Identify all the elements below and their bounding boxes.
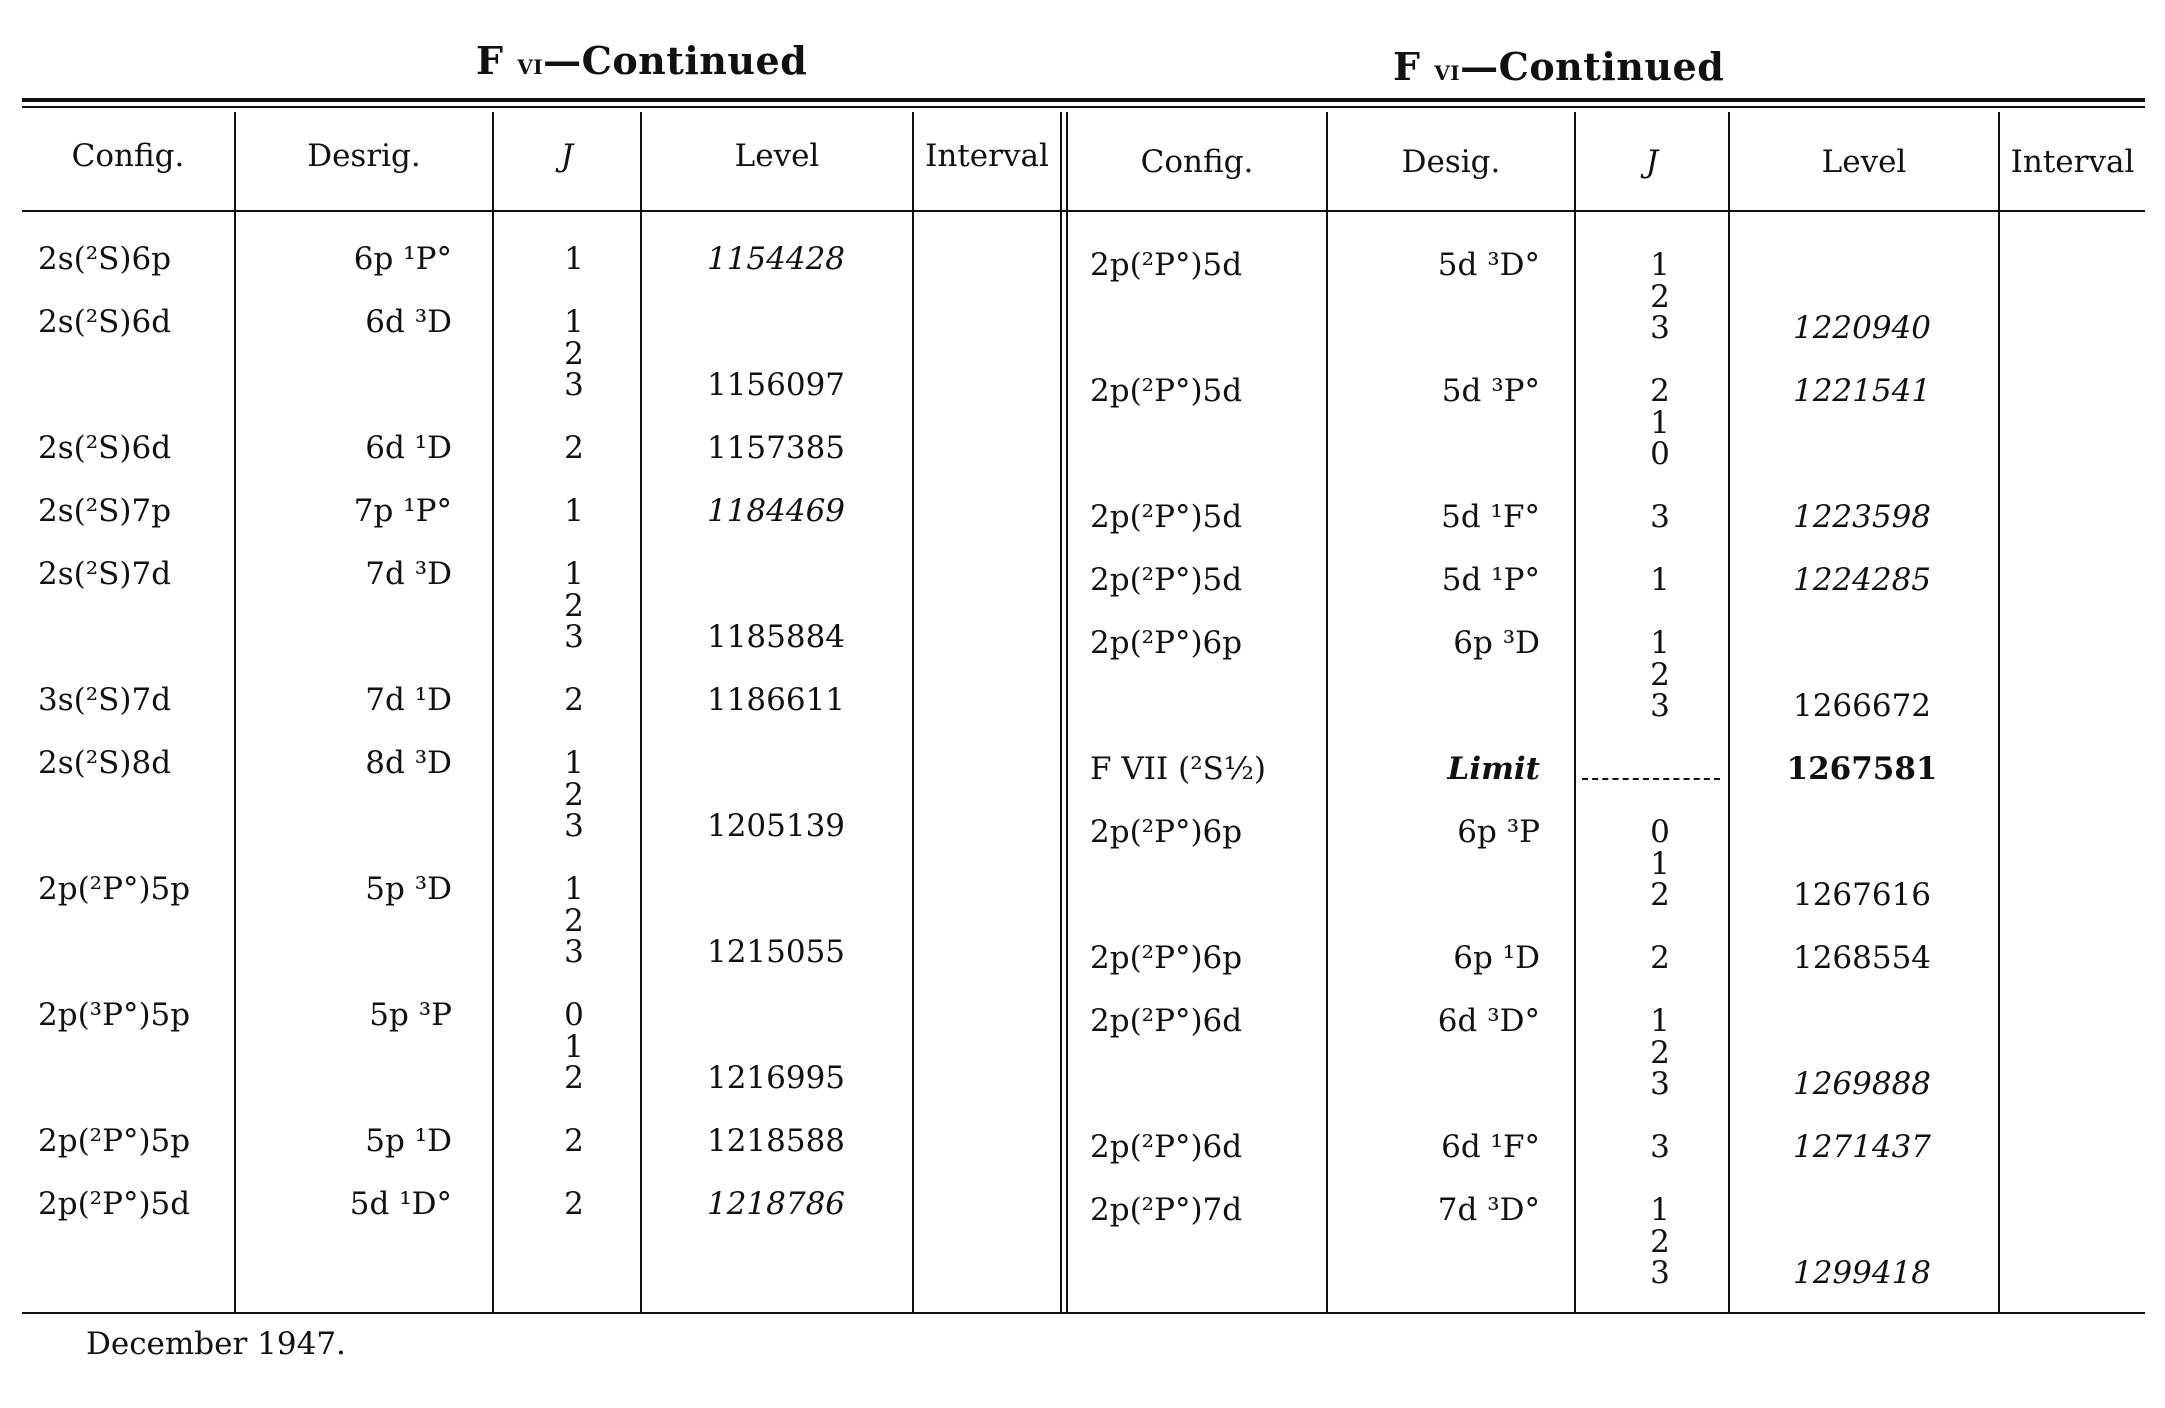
designation-cell: 6d ³D°	[1437, 1003, 1540, 1039]
designation-cell: 5d ³P°	[1441, 373, 1540, 409]
header-rule	[22, 210, 2145, 212]
j-value: 2	[1650, 373, 1670, 409]
col-divider	[1574, 112, 1576, 1312]
j-value: 2	[1650, 656, 1670, 693]
j-value: 1	[564, 304, 584, 340]
level-value: 1186611	[706, 682, 846, 718]
top-rule-thick	[22, 98, 2145, 102]
header-config-left: Config.	[71, 138, 185, 174]
designation-cell: 5d ¹P°	[1441, 562, 1540, 598]
designation-cell: 6p ³P	[1457, 814, 1540, 850]
designation-cell: 6p ¹D	[1453, 940, 1540, 976]
j-value: 3	[564, 367, 584, 403]
level-value: 1224285	[1792, 562, 1932, 598]
j-value: 2	[564, 1060, 584, 1096]
config-cell: 2p(²P°)5d	[1090, 373, 1243, 409]
table-split-divider	[1060, 112, 1062, 1312]
j-value: 3	[564, 934, 584, 970]
level-value: 1220940	[1792, 310, 1932, 346]
level-value: 1156097	[706, 367, 846, 403]
j-value: 2	[564, 902, 584, 939]
level-value: 1267616	[1792, 877, 1932, 913]
designation-cell: 5p ¹D	[365, 1123, 452, 1159]
j-value: 1	[564, 1028, 584, 1065]
j-value: 1	[564, 556, 584, 592]
col-divider	[1728, 112, 1730, 1312]
designation-cell: 8d ³D	[365, 745, 452, 781]
j-value: 2	[564, 587, 584, 624]
designation-cell: 5p ³D	[365, 871, 452, 907]
col-divider	[912, 112, 914, 1312]
header-interval-right: Interval	[2010, 144, 2135, 180]
designation-cell: 5d ³D°	[1437, 247, 1540, 283]
j-value: 1	[1650, 625, 1670, 661]
col-divider	[1998, 112, 2000, 1312]
config-cell: 3s(²S)7d	[38, 682, 172, 718]
config-cell: 2p(²P°)5d	[1090, 499, 1243, 535]
j-value: 3	[1650, 1066, 1670, 1102]
j-value: 0	[1650, 436, 1670, 472]
config-cell: 2s(²S)8d	[38, 745, 172, 781]
bottom-rule	[22, 1312, 2145, 1314]
table-split-divider	[1066, 112, 1068, 1312]
designation-cell: 6d ¹D	[365, 430, 452, 466]
j-value: 1	[564, 745, 584, 781]
designation-cell: 5p ³P	[369, 997, 452, 1033]
limit-label: Limit	[1447, 751, 1540, 787]
j-value: 3	[1650, 688, 1670, 724]
limit-dashes	[1582, 778, 1720, 780]
config-cell: 2p(²P°)7d	[1090, 1192, 1243, 1228]
j-value: 1	[1650, 562, 1670, 598]
j-value: 2	[564, 776, 584, 813]
j-value: 3	[1650, 499, 1670, 535]
header-level-left: Level	[734, 138, 820, 174]
j-value: 1	[1650, 404, 1670, 441]
config-cell: 2p(³P°)5p	[38, 997, 191, 1033]
j-value: 1	[1650, 845, 1670, 882]
j-value: 2	[564, 1186, 584, 1222]
header-desig-right: Desig.	[1401, 144, 1501, 180]
level-value: 1271437	[1792, 1129, 1932, 1165]
j-value: 1	[1650, 247, 1670, 283]
col-divider	[1326, 112, 1328, 1312]
footer-date: December 1947.	[86, 1326, 346, 1362]
j-value: 1	[564, 241, 584, 277]
level-value: 1154428	[706, 241, 846, 277]
config-cell: 2p(²P°)6p	[1090, 814, 1243, 850]
designation-cell: 6d ³D	[365, 304, 452, 340]
level-value: 1218588	[706, 1123, 846, 1159]
j-value: 0	[1650, 814, 1670, 850]
j-value: 3	[564, 808, 584, 844]
config-cell: 2p(²P°)6p	[1090, 625, 1243, 661]
config-cell: 2s(²S)6d	[38, 430, 172, 466]
header-level-right: Level	[1821, 144, 1907, 180]
j-value: 2	[564, 335, 584, 372]
designation-cell: 7p ¹P°	[353, 493, 452, 529]
j-value: 1	[1650, 1003, 1670, 1039]
config-cell: 2p(²P°)5d	[1090, 562, 1243, 598]
level-value: 1299418	[1792, 1255, 1932, 1291]
level-value: 1157385	[706, 430, 846, 466]
header-j-left: J	[560, 138, 574, 174]
config-cell: F VII (²S½)	[1090, 751, 1266, 787]
header-j-right: J	[1645, 144, 1659, 180]
j-value: 2	[1650, 1223, 1670, 1260]
config-cell: 2s(²S)7d	[38, 556, 172, 592]
level-value: 1215055	[706, 934, 846, 970]
page-title-right: F vi—Continued	[1393, 44, 1725, 89]
level-value: 1268554	[1792, 940, 1932, 976]
config-cell: 2p(²P°)5p	[38, 1123, 191, 1159]
config-cell: 2p(²P°)5p	[38, 871, 191, 907]
j-value: 0	[564, 997, 584, 1033]
level-value: 1218786	[706, 1186, 846, 1222]
j-value: 3	[1650, 1255, 1670, 1291]
j-value: 2	[1650, 278, 1670, 315]
top-rule-thin	[22, 106, 2145, 108]
level-value: 1184469	[706, 493, 846, 529]
j-value: 2	[564, 1123, 584, 1159]
j-value: 2	[564, 682, 584, 718]
config-cell: 2s(²S)7p	[38, 493, 172, 529]
j-value: 2	[1650, 1034, 1670, 1071]
config-cell: 2s(²S)6d	[38, 304, 172, 340]
col-divider	[234, 112, 236, 1312]
j-value: 2	[564, 430, 584, 466]
designation-cell: 7d ³D	[365, 556, 452, 592]
level-value: 1223598	[1792, 499, 1932, 535]
j-value: 2	[1650, 940, 1670, 976]
level-value: 1185884	[706, 619, 846, 655]
designation-cell: 6p ¹P°	[353, 241, 452, 277]
config-cell: 2s(²S)6p	[38, 241, 172, 277]
config-cell: 2p(²P°)5d	[38, 1186, 191, 1222]
level-value: 1266672	[1792, 688, 1932, 724]
level-value: 1269888	[1792, 1066, 1932, 1102]
designation-cell: 5d ¹F°	[1441, 499, 1540, 535]
designation-cell: 7d ³D°	[1437, 1192, 1540, 1228]
designation-cell: 6d ¹F°	[1441, 1129, 1540, 1165]
j-value: 3	[1650, 1129, 1670, 1165]
col-divider	[640, 112, 642, 1312]
header-interval-left: Interval	[925, 138, 1049, 174]
level-value: 1205139	[706, 808, 846, 844]
j-value: 3	[1650, 310, 1670, 346]
header-config-right: Config.	[1140, 144, 1254, 180]
config-cell: 2p(²P°)5d	[1090, 247, 1243, 283]
j-value: 3	[564, 619, 584, 655]
col-divider	[492, 112, 494, 1312]
config-cell: 2p(²P°)6p	[1090, 940, 1243, 976]
j-value: 2	[1650, 877, 1670, 913]
header-desig-left: Desrig.	[307, 138, 421, 174]
j-value: 1	[564, 871, 584, 907]
config-cell: 2p(²P°)6d	[1090, 1129, 1243, 1165]
level-value: 1267581	[1786, 751, 1938, 787]
level-value: 1216995	[706, 1060, 846, 1096]
j-value: 1	[1650, 1192, 1670, 1228]
j-value: 1	[564, 493, 584, 529]
designation-cell: 5d ¹D°	[349, 1186, 452, 1222]
page-title-left: F vi—Continued	[476, 38, 808, 83]
designation-cell: 6p ³D	[1453, 625, 1540, 661]
designation-cell: 7d ¹D	[365, 682, 452, 718]
level-value: 1221541	[1792, 373, 1932, 409]
config-cell: 2p(²P°)6d	[1090, 1003, 1243, 1039]
